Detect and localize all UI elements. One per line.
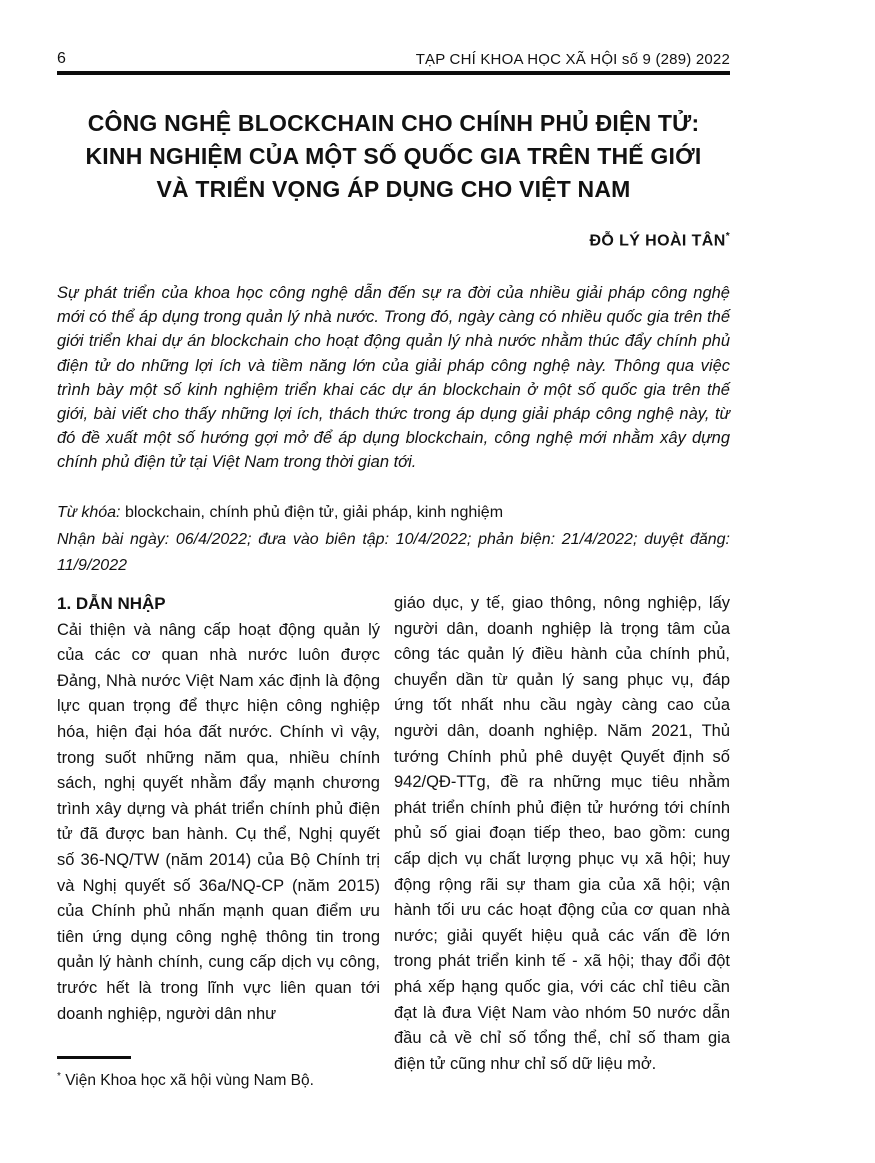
page-header [57,50,730,75]
dates-line: Nhận bài ngày: 06/4/2022; đưa vào biên tập: 10/4/2022; phản biện: 21/4/2022; duyệt đăng: 11/9/2022 [57,531,730,574]
footnote-line [57,1066,387,1092]
keywords-text: blockchain, chính phủ điện tử, giải pháp, kinh nghiệm [120,504,504,521]
footnote-mark: * [57,1071,61,1082]
title-line: CÔNG NGHỆ BLOCKCHAIN CHO CHÍNH PHỦ ĐIỆN TỬ: [87,110,700,136]
right-column [394,591,730,1077]
section-heading: 1. DẪN NHẬP [57,594,166,613]
keywords-line [57,501,730,525]
page-content [57,0,730,1163]
keywords-label: Từ khóa: [57,504,121,521]
footnote [57,1056,387,1092]
title-line: KINH NGHIỆM CỦA MỘT SỐ QUỐC GIA TRÊN THẾ GIỚI [85,143,702,169]
left-column [57,591,380,1077]
right-column-text: giáo dục, y tế, giao thông, nông nghiệp, lấy người dân, doanh nghiệp là trọng tâm của công tác quản lý điều hành của chính phủ, chuyển dần từ quản lý sang phục vụ, đáp ứng tốt nhất nhu cầu ngày càng cao của người dân, doanh nghiệp. Năm 2021, Thủ tướng Chính phủ phê duyệt Quyết định số 942/QĐ-TTg, đề ra những mục tiêu nhằm phát triển chính phủ điện tử hướng tới chính phủ số giai đoạn tiếp theo, bao gồm: cung cấp dịch vụ chất lượng phục vụ xã hội; huy động rộng rãi sự tham gia của xã hội; vận hành tối ưu các hoạt động của cơ quan nhà nước; giải quyết hiệu quả các vấn đề lớn trong phát triển kinh tế - xã hội; thay đổi đột phá xếp hạng quốc gia, với các chỉ tiêu cần đạt là đưa Việt Nam vào nhóm 50 nước dẫn đầu cả về chỉ số tổng thể, chỉ số tham gia điện tử cũng như chỉ số dữ liệu mở. [394,594,730,1073]
journal-title: TẠP CHÍ KHOA HỌC XÃ HỘI số 9 (289) 2022 [415,51,730,68]
footnote-text: Viện Khoa học xã hội vùng Nam Bộ. [60,1072,314,1090]
author-footnote-mark: * [725,231,730,242]
left-column-text: Cải thiện và nâng cấp hoạt động quản lý của các cơ quan nhà nước luôn được Đảng, Nhà nước Việt Nam xác định là động lực quan trọng để thực hiện công nghiệp hóa, hiện đại hóa đất nước. Chính vì vậy, trong suốt những năm qua, nhiều chính sách, nghị quyết nhằm đẩy mạnh chương trình xây dựng và phát triển chính phủ điện tử đã được ban hành. Cụ thể, Nghị quyết số 36-NQ/TW (năm 2014) của Bộ Chính trị và Nghị quyết số 36a/NQ-CP (năm 2015) của Chính phủ nhấn mạnh quan điểm ưu tiên ứng dụng công nghệ thông tin trong quản lý hành chính, cung cấp dịch vụ công, trước hết là trong lĩnh vực liên quan tới doanh nghiệp, người dân như [57,620,380,1023]
abstract-text: Sự phát triển của khoa học công nghệ dẫn đến sự ra đời của nhiều giải pháp công nghệ mới có thể áp dụng trong quản lý nhà nước. Trong đó, ngày càng có nhiều quốc gia trên thế giới triển khai dự án blockchain cho hoạt động quản lý nhà nước nhằm thúc đẩy chính phủ điện tử do những lợi ích và tiềm năng lớn của giải pháp công nghệ này. Thông qua việc trình bày một số kinh nghiệm triển khai các dự án blockchain ở một số quốc gia trên thế giới, bài viết cho thấy những lợi ích, thách thức trong áp dụng giải pháp công nghệ này, từ đó đề xuất một số hướng gợi mở để áp dụng blockchain, công nghệ mới nhằm xây dựng chính phủ điện tử tại Việt Nam trong thời gian tới. [57,284,730,472]
article-title [57,107,730,206]
author-name: ĐỖ LÝ HOÀI TÂN [589,232,726,250]
author-line [57,231,730,250]
footnote-rule [57,1056,131,1059]
title-line: VÀ TRIỂN VỌNG ÁP DỤNG CHO VIỆT NAM [156,176,631,202]
page-number: 6 [57,50,66,67]
body-columns [57,591,730,1077]
